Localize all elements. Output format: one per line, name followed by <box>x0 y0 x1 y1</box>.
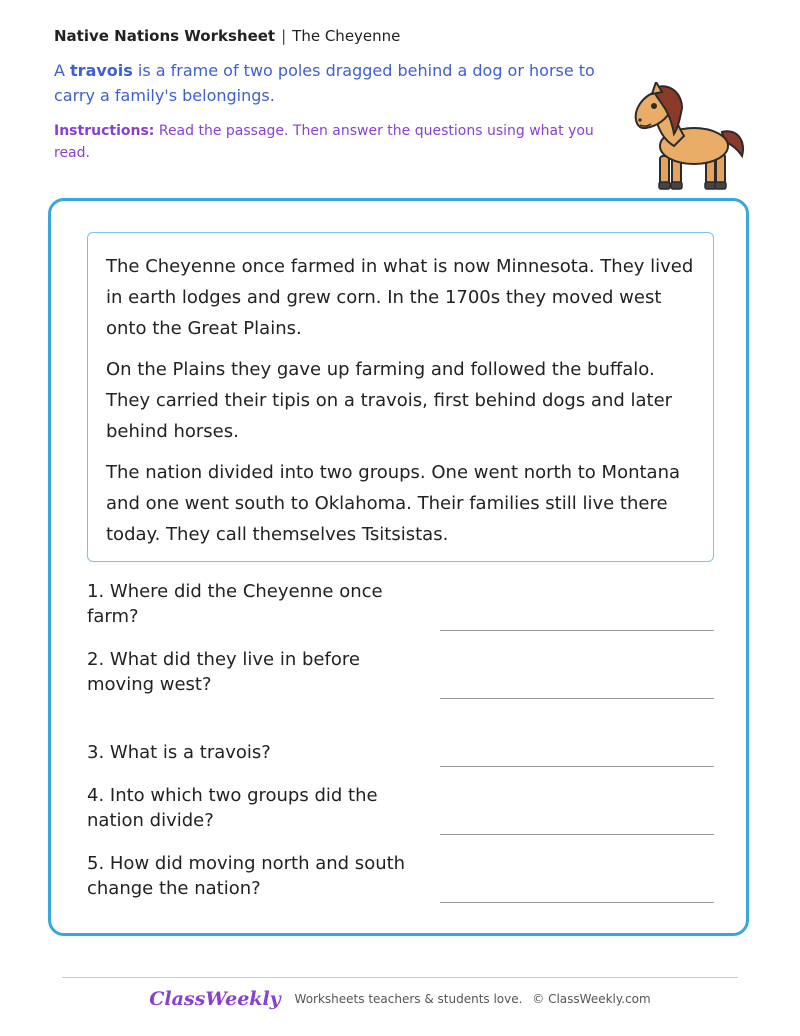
instructions-label: Instructions: <box>54 123 155 139</box>
question-row <box>87 647 714 697</box>
question-text: 1. Where did the Cheyenne once farm? <box>87 581 383 627</box>
footer-copyright: © ClassWeekly.com <box>532 992 651 1006</box>
question-text: 4. Into which two groups did the nation divide? <box>87 785 378 831</box>
passage-paragraph: On the Plains they gave up farming and followed the buffalo. They carried their tipis on a travois, first behind dogs and later behind horses. <box>106 359 673 442</box>
worksheet-subtitle: The Cheyenne <box>292 27 401 45</box>
brand-logo[interactable]: ClassWeekly <box>149 988 281 1010</box>
question-text: 5. How did moving north and south change the nation? <box>87 853 406 899</box>
instructions <box>54 120 614 164</box>
title-separator: | <box>281 27 287 45</box>
question-row <box>87 851 714 901</box>
question-row <box>87 740 714 765</box>
reading-passage <box>87 232 714 562</box>
title-line <box>54 26 614 46</box>
question-row <box>87 581 714 629</box>
footer-tagline: Worksheets teachers & students love. <box>294 992 523 1006</box>
answer-line[interactable] <box>440 698 714 699</box>
answer-line[interactable] <box>440 766 714 767</box>
question-list <box>87 581 714 901</box>
travois-definition <box>54 58 614 108</box>
question-text: 2. What did they live in before moving west? <box>87 649 360 695</box>
passage-paragraph: The nation divided into two groups. One went north to Montana and one went south to Oklahoma. Their families still live there today. They call themselves Tsitsistas. <box>106 462 681 545</box>
definition-text: is a frame of two poles dragged behind a dog or horse to carry a family's belongings. <box>54 61 595 105</box>
definition-prefix: A <box>54 61 71 80</box>
definition-term: travois <box>70 61 133 80</box>
worksheet-header <box>54 26 614 164</box>
answer-line[interactable] <box>440 630 714 631</box>
question-row <box>87 783 714 833</box>
instructions-text: Read the passage. Then answer the questions using what you read. <box>54 123 594 161</box>
question-text: 3. What is a travois? <box>87 742 271 763</box>
worksheet-title: Native Nations Worksheet <box>54 27 276 45</box>
footer <box>0 988 800 1010</box>
passage-paragraph: The Cheyenne once farmed in what is now Minnesota. They lived in earth lodges and grew corn. In the 1700s they moved west onto the Great Plains. <box>106 256 694 339</box>
footer-divider <box>62 977 738 978</box>
horse-icon <box>628 82 750 194</box>
answer-line[interactable] <box>440 902 714 903</box>
answer-line[interactable] <box>440 834 714 835</box>
